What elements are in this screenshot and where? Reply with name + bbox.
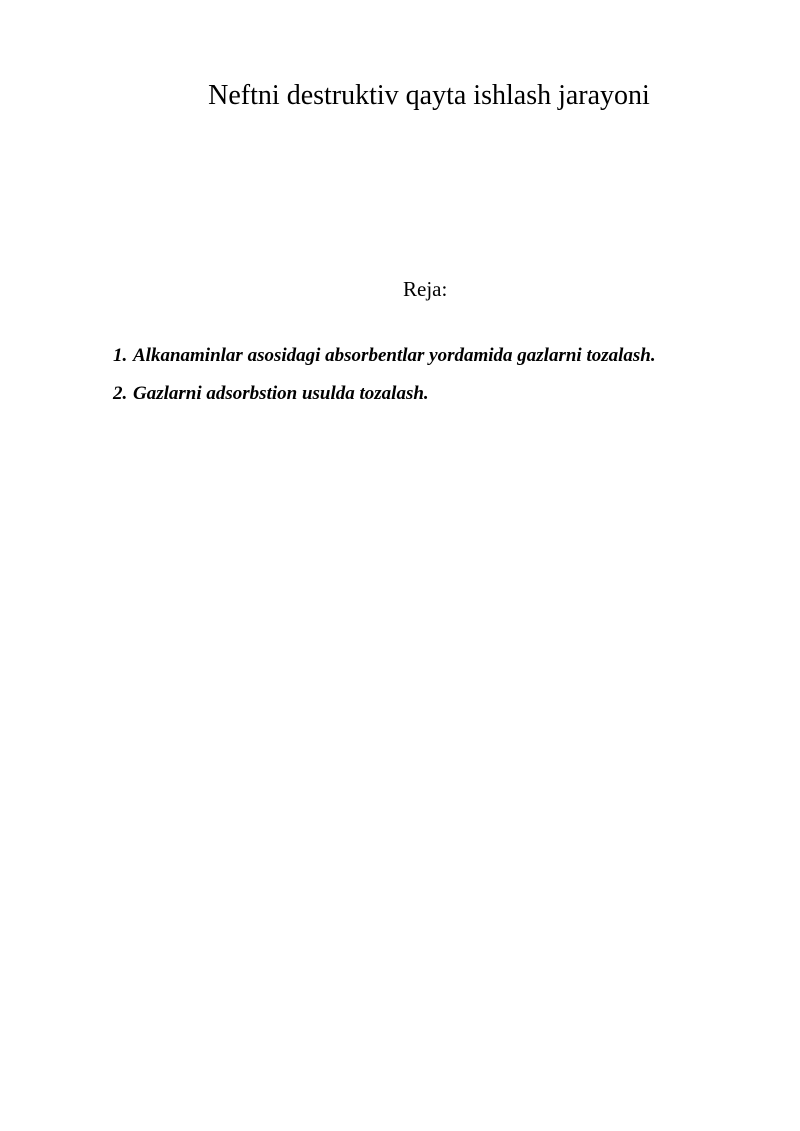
list-item-text: Alkanaminlar asosidagi absorbentlar yordamida gazlarni tozalash.	[133, 345, 656, 366]
document-title: Neftni destruktiv qayta ishlash jarayoni	[208, 80, 650, 111]
list-item-text: Gazlarni adsorbstion usulda tozalash.	[133, 383, 429, 404]
list-item	[113, 383, 656, 405]
list-item	[113, 345, 656, 367]
plan-heading: Reja:	[403, 277, 448, 301]
list-item-number: 1.	[113, 345, 128, 366]
plan-list	[113, 345, 656, 421]
title-area	[0, 0, 800, 200]
list-item-number: 2.	[113, 383, 128, 404]
